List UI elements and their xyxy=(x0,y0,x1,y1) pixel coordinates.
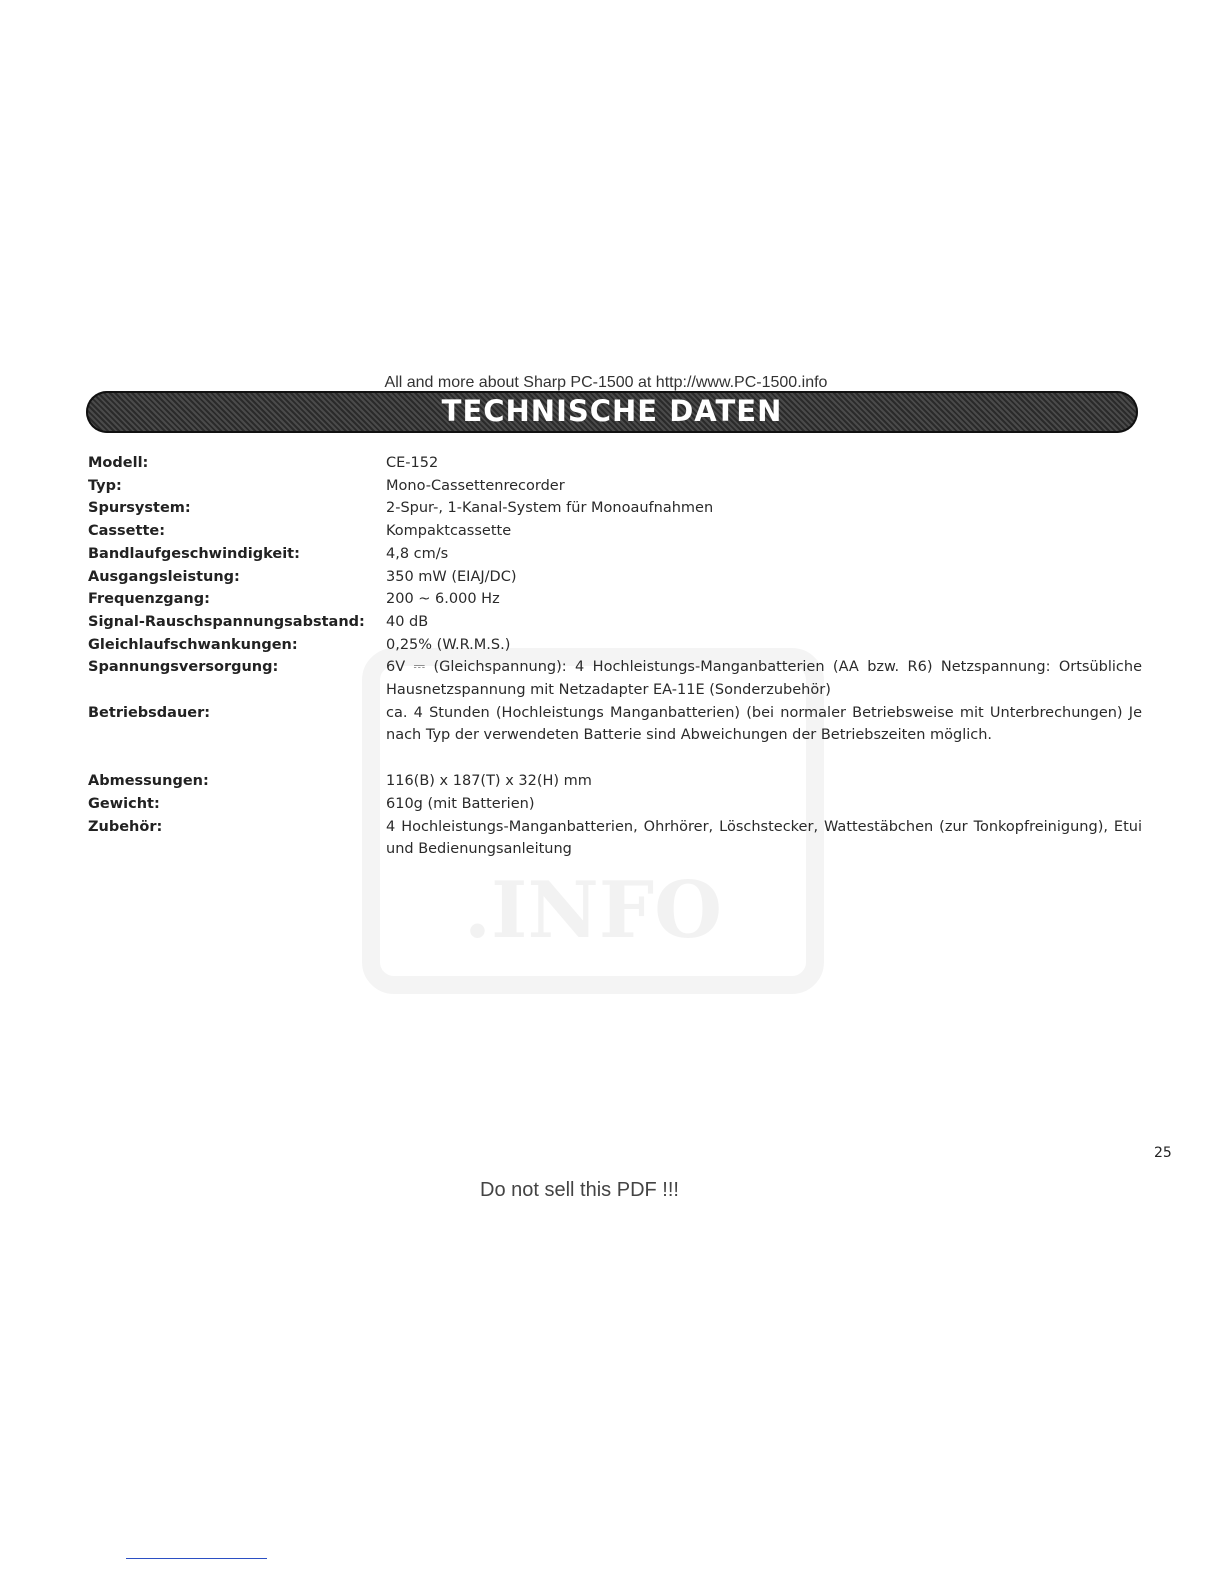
spec-label: Signal-Rauschspannungsabstand: xyxy=(88,613,365,630)
spec-row-frequenzgang xyxy=(88,588,1142,611)
spec-value: ca. 4 Stunden (Hochleistungs Manganbatterien) (bei normaler Betriebsweise mit Unterbrechungen) Je nach Typ der verwendeten Batterie sind Abweichungen der Betriebszeiten möglich. xyxy=(386,704,1142,744)
spec-row-modell xyxy=(88,452,1142,475)
spec-row-abmessungen xyxy=(88,770,1142,793)
header-note: All and more about Sharp PC-1500 at http://www.PC-1500.info xyxy=(384,374,828,391)
spec-value: 40 dB xyxy=(386,613,429,630)
spec-table xyxy=(88,452,1142,861)
spec-row-typ xyxy=(88,475,1142,498)
spec-row-betriebsdauer xyxy=(88,702,1142,747)
spec-value: CE-152 xyxy=(386,455,439,471)
spec-label: Cassette: xyxy=(88,523,166,540)
spec-label: Spannungsversorgung: xyxy=(88,659,279,676)
page-number: 25 xyxy=(1154,1145,1172,1161)
title-banner xyxy=(86,391,1138,433)
footnote-rule xyxy=(126,1558,267,1559)
spec-value: 116(B) x 187(T) x 32(H) mm xyxy=(386,773,592,790)
spec-value: 0,25% (W.R.M.S.) xyxy=(386,636,511,653)
spec-label: Betriebsdauer: xyxy=(88,704,211,721)
spec-label: Modell: xyxy=(88,455,149,471)
spec-label: Ausgangsleistung: xyxy=(88,568,240,585)
spec-value: 4 Hochleistungs-Manganbatterien, Ohrhörer, Löschstecker, Wattestäbchen (zur Tonkopfreinigung), Etui und Bedienungsanleitung xyxy=(386,818,1142,858)
spec-label: Gleichlaufschwankungen: xyxy=(88,636,298,653)
spec-row-zubehoer xyxy=(88,816,1142,861)
spec-label: Bandlaufgeschwindigkeit: xyxy=(88,545,300,562)
spec-value: 350 mW (EIAJ/DC) xyxy=(386,568,517,585)
spec-label: Frequenzgang: xyxy=(88,591,210,608)
spec-row-bandlaufgeschwindigkeit xyxy=(88,543,1142,566)
spec-value: Kompaktcassette xyxy=(386,523,512,540)
spec-label: Gewicht: xyxy=(88,795,160,812)
spec-value: 4,8 cm/s xyxy=(386,545,449,562)
spec-row-gewicht xyxy=(88,793,1142,816)
spacer xyxy=(88,747,1142,770)
spec-value: Mono-Cassettenrecorder xyxy=(386,477,565,494)
watermark-text: .INFO xyxy=(463,865,723,956)
spec-label: Typ: xyxy=(88,477,122,494)
spec-row-ausgangsleistung xyxy=(88,566,1142,589)
spec-row-rauschabstand xyxy=(88,611,1142,634)
spec-value: 200 ~ 6.000 Hz xyxy=(386,591,500,608)
spec-row-gleichlauf xyxy=(88,634,1142,657)
spec-label: Spursystem: xyxy=(88,500,191,517)
spec-label: Abmessungen: xyxy=(88,773,209,790)
spec-label: Zubehör: xyxy=(88,818,163,835)
spec-row-spursystem xyxy=(88,497,1142,520)
spec-row-cassette xyxy=(88,520,1142,543)
spec-row-spannungsversorgung xyxy=(88,656,1142,701)
spec-value: 2-Spur-, 1-Kanal-System für Monoaufnahmen xyxy=(386,500,714,517)
spec-value: 6V ⎓ (Gleichspannung): 4 Hochleistungs-Manganbatterien (AA bzw. R6) Netzspannung: Ortsübliche Hausnetzspannung mit Netzadapter EA-11E (Sonderzubehör) xyxy=(386,659,1142,699)
spec-value: 610g (mit Batterien) xyxy=(386,795,535,812)
footer-note: Do not sell this PDF !!! xyxy=(480,1179,679,1201)
page-title: TECHNISCHE DATEN xyxy=(441,394,783,428)
